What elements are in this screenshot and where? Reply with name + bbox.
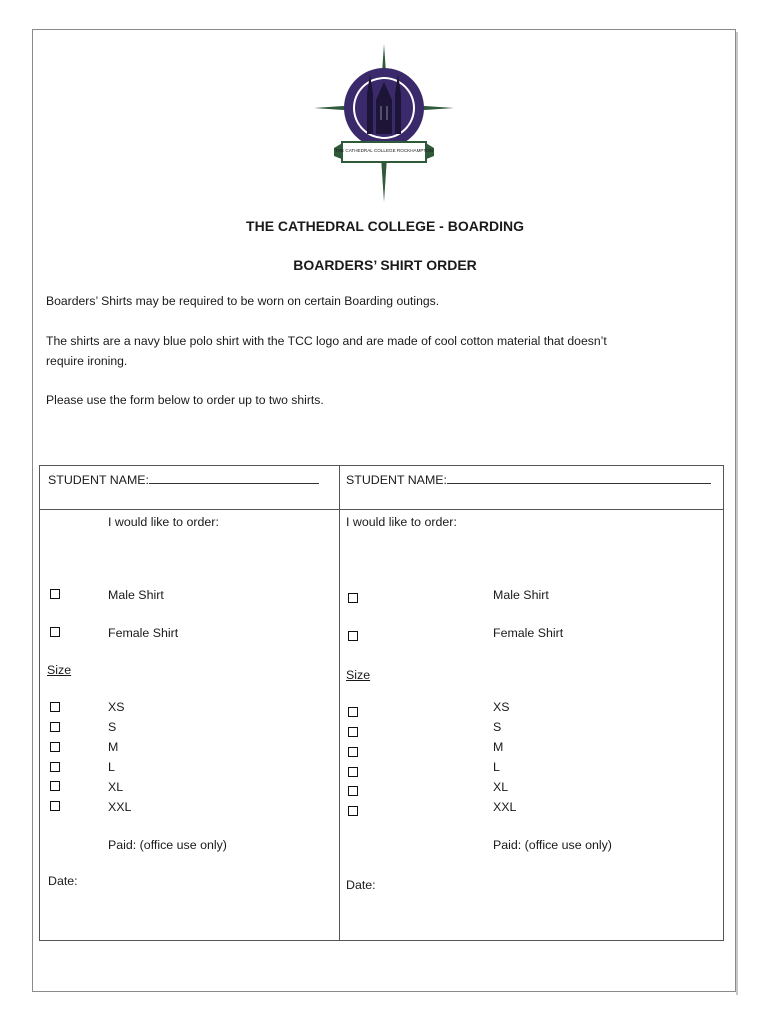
- right-order-label: I would like to order:: [346, 515, 457, 529]
- right-student-name-label: STUDENT NAME:: [346, 473, 447, 487]
- left-size-xl-checkbox[interactable]: [50, 781, 60, 791]
- right-paid-label: Paid: (office use only): [493, 838, 612, 852]
- right-size-m-checkbox[interactable]: [348, 747, 358, 757]
- right-size-label: Size: [346, 668, 371, 682]
- right-size-s-label: S: [493, 720, 502, 734]
- intro-paragraph-3: Please use the form below to order up to two shirts.: [46, 393, 324, 407]
- left-size-xs-label: XS: [108, 700, 125, 714]
- left-size-xl-label: XL: [108, 780, 124, 794]
- left-size-l-checkbox[interactable]: [50, 762, 60, 772]
- intro-paragraph-2b: require ironing.: [46, 354, 128, 368]
- left-date-label: Date:: [48, 874, 78, 888]
- right-size-xl-checkbox[interactable]: [348, 786, 358, 796]
- row-divider: [40, 509, 723, 510]
- left-female-shirt-checkbox[interactable]: [50, 627, 60, 637]
- left-male-shirt-label: Male Shirt: [108, 588, 164, 602]
- left-paid-label: Paid: (office use only): [108, 838, 227, 852]
- left-size-xxl-checkbox[interactable]: [50, 801, 60, 811]
- right-male-shirt-label: Male Shirt: [493, 588, 549, 602]
- school-crest-logo: [312, 42, 456, 204]
- left-size-s-label: S: [108, 720, 117, 734]
- right-female-shirt-checkbox[interactable]: [348, 631, 358, 641]
- order-form-table: [39, 465, 724, 941]
- left-student-name-line[interactable]: [149, 471, 319, 484]
- right-size-xs-label: XS: [493, 700, 510, 714]
- left-student-name-field[interactable]: [48, 471, 319, 487]
- left-size-l-label: L: [108, 760, 115, 774]
- right-student-name-line[interactable]: [447, 471, 711, 484]
- right-size-l-checkbox[interactable]: [348, 767, 358, 777]
- right-size-m-label: M: [493, 740, 504, 754]
- left-size-s-checkbox[interactable]: [50, 722, 60, 732]
- intro-paragraph-1: Boarders’ Shirts may be required to be worn on certain Boarding outings.: [46, 294, 440, 308]
- left-size-m-label: M: [108, 740, 119, 754]
- left-male-shirt-checkbox[interactable]: [50, 589, 60, 599]
- right-size-s-checkbox[interactable]: [348, 727, 358, 737]
- left-size-xxl-label: XXL: [108, 800, 132, 814]
- right-student-name-field[interactable]: [346, 471, 711, 487]
- intro-paragraph-2a: The shirts are a navy blue polo shirt with the TCC logo and are made of cool cotton material that doesn’t: [46, 334, 607, 348]
- form-title: BOARDERS’ SHIRT ORDER: [293, 257, 477, 273]
- left-size-xs-checkbox[interactable]: [50, 702, 60, 712]
- right-male-shirt-checkbox[interactable]: [348, 593, 358, 603]
- right-size-xl-label: XL: [493, 780, 509, 794]
- svg-text:THE CATHEDRAL COLLEGE ROCKHAMP: THE CATHEDRAL COLLEGE ROCKHAMPTON: [334, 148, 434, 153]
- right-size-l-label: L: [493, 760, 500, 774]
- right-female-shirt-label: Female Shirt: [493, 626, 564, 640]
- school-title: THE CATHEDRAL COLLEGE - BOARDING: [246, 218, 524, 234]
- column-divider: [339, 466, 340, 940]
- left-size-m-checkbox[interactable]: [50, 742, 60, 752]
- right-date-label: Date:: [346, 878, 376, 892]
- left-order-label: I would like to order:: [108, 515, 219, 529]
- right-size-xxl-label: XXL: [493, 800, 517, 814]
- left-student-name-label: STUDENT NAME:: [48, 473, 149, 487]
- left-female-shirt-label: Female Shirt: [108, 626, 179, 640]
- right-size-xxl-checkbox[interactable]: [348, 806, 358, 816]
- right-size-xs-checkbox[interactable]: [348, 707, 358, 717]
- left-size-label: Size: [47, 663, 72, 677]
